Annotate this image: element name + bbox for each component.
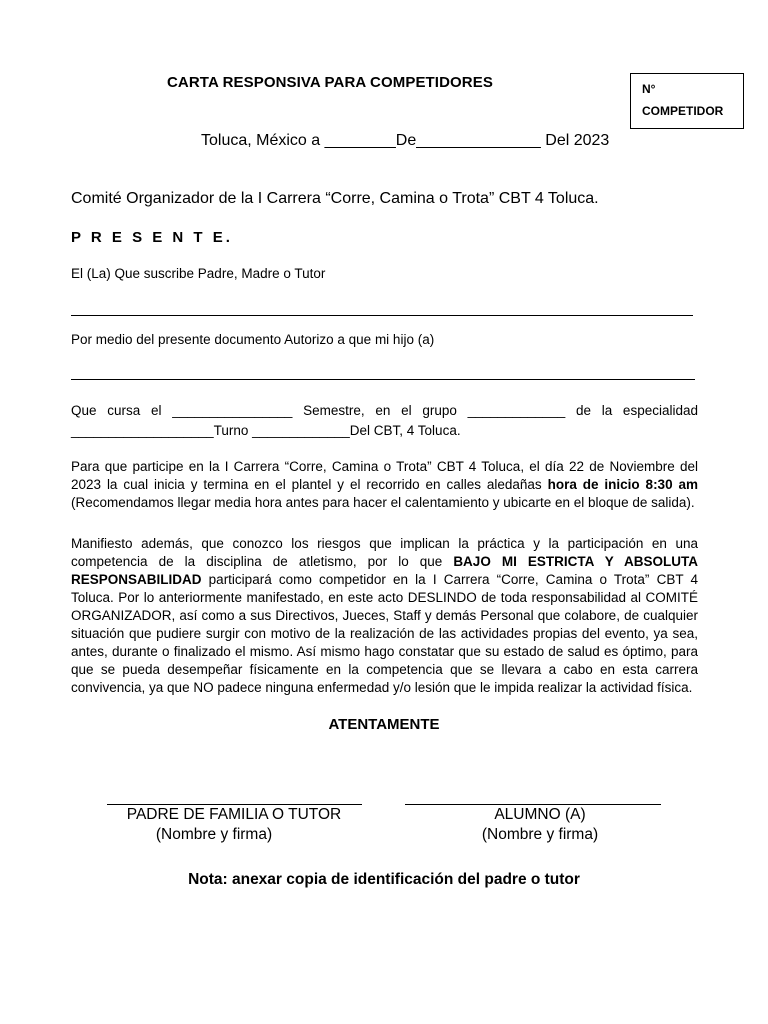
student-name-line — [71, 379, 695, 380]
guardian-signature-sub: (Nombre y firma) — [155, 826, 273, 843]
competitor-number-label: N° — [642, 82, 656, 96]
start-time-bold: hora de inicio 8:30 am — [547, 477, 698, 492]
participe-paragraph — [71, 458, 698, 512]
guardian-signature-line — [107, 804, 362, 805]
guardian-name-line — [71, 315, 693, 316]
responsibility-bold: BAJO MI ESTRICTA Y ABSOLUTA RESPONSABILIDAD — [71, 554, 698, 587]
cursa-paragraph — [71, 402, 698, 440]
competitor-label: COMPETIDOR — [642, 104, 724, 118]
document-title: CARTA RESPONSIVA PARA COMPETIDORES — [167, 74, 493, 91]
suscribe-label: El (La) Que suscribe Padre, Madre o Tutor — [71, 266, 326, 281]
participe-text-a: Para que participe en la I Carrera “Corre, Camina o Trota” CBT 4 Toluca, el día 22 de Noviembre del 2023 la cual inicia y termina en el plantel y el recorrido en calles aledañas — [71, 459, 698, 492]
competitor-number-box — [630, 73, 744, 129]
cursa-line-1: Que cursa el ________________ Semestre, en el grupo _____________ de la especialidad — [71, 403, 698, 418]
guardian-signature-title: PADRE DE FAMILIA O TUTOR — [126, 806, 342, 823]
manifiesto-text-a: Manifiesto además, que conozco los riesgos que implican la práctica y la participación en una competencia de la disciplina de atletismo, por lo que — [71, 536, 698, 569]
addressee-committee: Comité Organizador de la I Carrera “Corre, Camina o Trota” CBT 4 Toluca. — [71, 190, 599, 207]
student-signature-title: ALUMNO (A) — [494, 806, 586, 823]
atentamente-heading: ATENTAMENTE — [328, 716, 440, 733]
date-line: Toluca, México a ________De______________ Del 2023 — [201, 132, 610, 149]
participe-text-b: (Recomendamos llegar media hora antes para hacer el calentamiento y ubicarte en el bloque de salida). — [71, 495, 695, 510]
student-signature-line — [405, 804, 661, 805]
manifiesto-paragraph — [71, 535, 698, 697]
note-footer: Nota: anexar copia de identificación del padre o tutor — [188, 871, 580, 888]
autorizo-label: Por medio del presente documento Autorizo a que mi hijo (a) — [71, 332, 435, 347]
manifiesto-text-b: participará como competidor en la I Carrera “Corre, Camina o Trota” CBT 4 Toluca. Por lo anteriormente manifestado, en este acto DESLINDO de toda responsabilidad al COMITÉ ORGANIZADOR, así como a sus Directivos, Jueces, Staff y demás Personal que colabore, de cualquier situación que pudiere surgir con motivo de la realización de las actividades propias del evento, ya sea, antes, durante o finalizado el mismo. Así mismo hago constatar que su estado de salud es óptimo, para que se pueda desempeñar físicamente en la competencia que se llevara a cabo en esta carrera convivencia, ya que NO padece ninguna enfermedad y/o lesión que le impida realizar la actividad física. — [71, 572, 698, 695]
student-signature-sub: (Nombre y firma) — [481, 826, 599, 843]
cursa-line-2: ___________________Turno _____________Del CBT, 4 Toluca. — [71, 423, 461, 438]
presente-heading: P R E S E N T E. — [71, 229, 233, 246]
